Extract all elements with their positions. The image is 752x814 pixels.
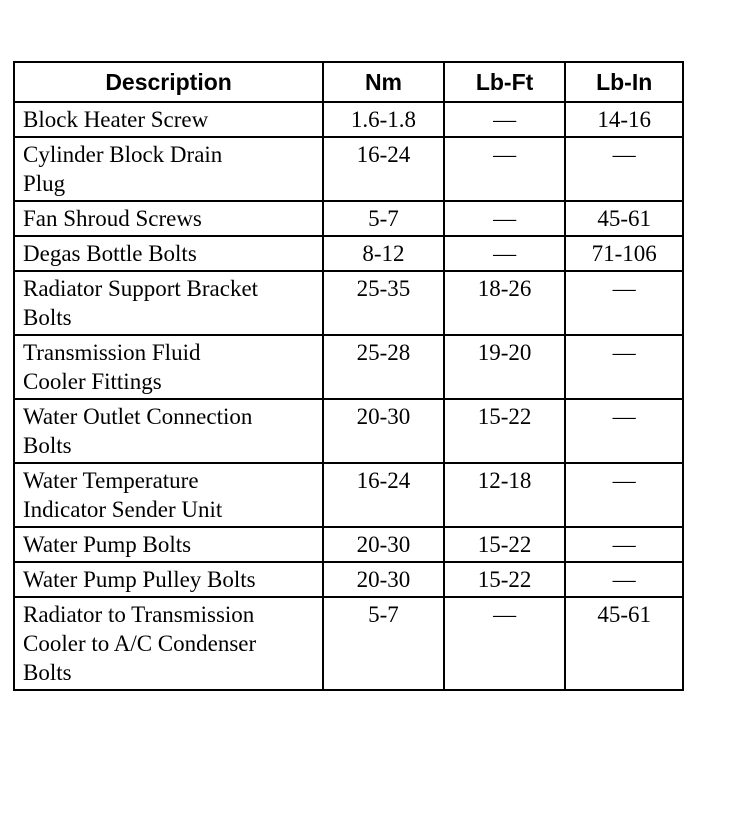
cell-lb-ft: 15-22 <box>444 399 566 463</box>
cell-lb-in: 71-106 <box>565 236 683 271</box>
header-row <box>14 62 683 102</box>
cell-lb-ft: 15-22 <box>444 562 566 597</box>
table-row <box>14 201 683 236</box>
table-row <box>14 597 683 690</box>
cell-description <box>14 562 323 597</box>
description-line: Cooler to A/C Condenser <box>23 631 257 656</box>
header-nm: Nm <box>323 62 444 102</box>
cell-lb-ft: 12-18 <box>444 463 566 527</box>
cell-lb-ft: — <box>444 137 566 201</box>
cell-lb-in: — <box>565 335 683 399</box>
description-line: Degas Bottle Bolts <box>23 241 197 266</box>
cell-lb-ft: 15-22 <box>444 527 566 562</box>
table-row <box>14 463 683 527</box>
cell-nm: 20-30 <box>323 527 444 562</box>
cell-lb-in: 14-16 <box>565 102 683 137</box>
cell-nm: 16-24 <box>323 463 444 527</box>
cell-nm: 25-35 <box>323 271 444 335</box>
cell-lb-in: — <box>565 527 683 562</box>
cell-lb-ft: — <box>444 236 566 271</box>
description-line: Transmission Fluid <box>23 340 201 365</box>
table-row <box>14 102 683 137</box>
description-line: Radiator to Transmission <box>23 602 255 627</box>
cell-description <box>14 527 323 562</box>
header-lb-ft: Lb-Ft <box>444 62 566 102</box>
cell-nm: 20-30 <box>323 399 444 463</box>
cell-nm: 20-30 <box>323 562 444 597</box>
torque-spec-table <box>13 61 684 691</box>
cell-description <box>14 335 323 399</box>
description-line: Water Outlet Connection <box>23 404 253 429</box>
description-line: Indicator Sender Unit <box>23 497 223 522</box>
cell-nm: 25-28 <box>323 335 444 399</box>
description-line: Radiator Support Bracket <box>23 276 259 301</box>
cell-description <box>14 137 323 201</box>
cell-lb-ft: — <box>444 201 566 236</box>
table-row <box>14 236 683 271</box>
table-row <box>14 137 683 201</box>
description-line: Water Temperature <box>23 468 199 493</box>
cell-lb-in: 45-61 <box>565 597 683 690</box>
cell-lb-ft: — <box>444 597 566 690</box>
description-line: Bolts <box>23 433 72 458</box>
table-row <box>14 562 683 597</box>
cell-description <box>14 399 323 463</box>
cell-lb-in: — <box>565 399 683 463</box>
cell-nm: 8-12 <box>323 236 444 271</box>
cell-lb-ft: 19-20 <box>444 335 566 399</box>
table-row <box>14 399 683 463</box>
cell-lb-in: 45-61 <box>565 201 683 236</box>
cell-lb-in: — <box>565 271 683 335</box>
cell-nm: 16-24 <box>323 137 444 201</box>
description-line: Fan Shroud Screws <box>23 206 202 231</box>
cell-lb-in: — <box>565 463 683 527</box>
description-line: Water Pump Bolts <box>23 532 192 557</box>
cell-lb-ft: — <box>444 102 566 137</box>
cell-nm: 5-7 <box>323 201 444 236</box>
table-body <box>14 102 683 690</box>
cell-nm: 5-7 <box>323 597 444 690</box>
description-line: Cylinder Block Drain <box>23 142 223 167</box>
description-line: Bolts <box>23 660 72 685</box>
header-lb-in: Lb-In <box>565 62 683 102</box>
cell-nm: 1.6-1.8 <box>323 102 444 137</box>
cell-description <box>14 201 323 236</box>
description-line: Bolts <box>23 305 72 330</box>
description-line: Block Heater Screw <box>23 107 209 132</box>
cell-description <box>14 102 323 137</box>
cell-description <box>14 463 323 527</box>
table-row <box>14 527 683 562</box>
table-row <box>14 271 683 335</box>
cell-lb-ft: 18-26 <box>444 271 566 335</box>
cell-lb-in: — <box>565 562 683 597</box>
cell-description <box>14 271 323 335</box>
header-description: Description <box>14 62 323 102</box>
table-row <box>14 335 683 399</box>
cell-description <box>14 597 323 690</box>
cell-lb-in: — <box>565 137 683 201</box>
cell-description <box>14 236 323 271</box>
description-line: Plug <box>23 171 66 196</box>
description-line: Cooler Fittings <box>23 369 162 394</box>
description-line: Water Pump Pulley Bolts <box>23 567 256 592</box>
